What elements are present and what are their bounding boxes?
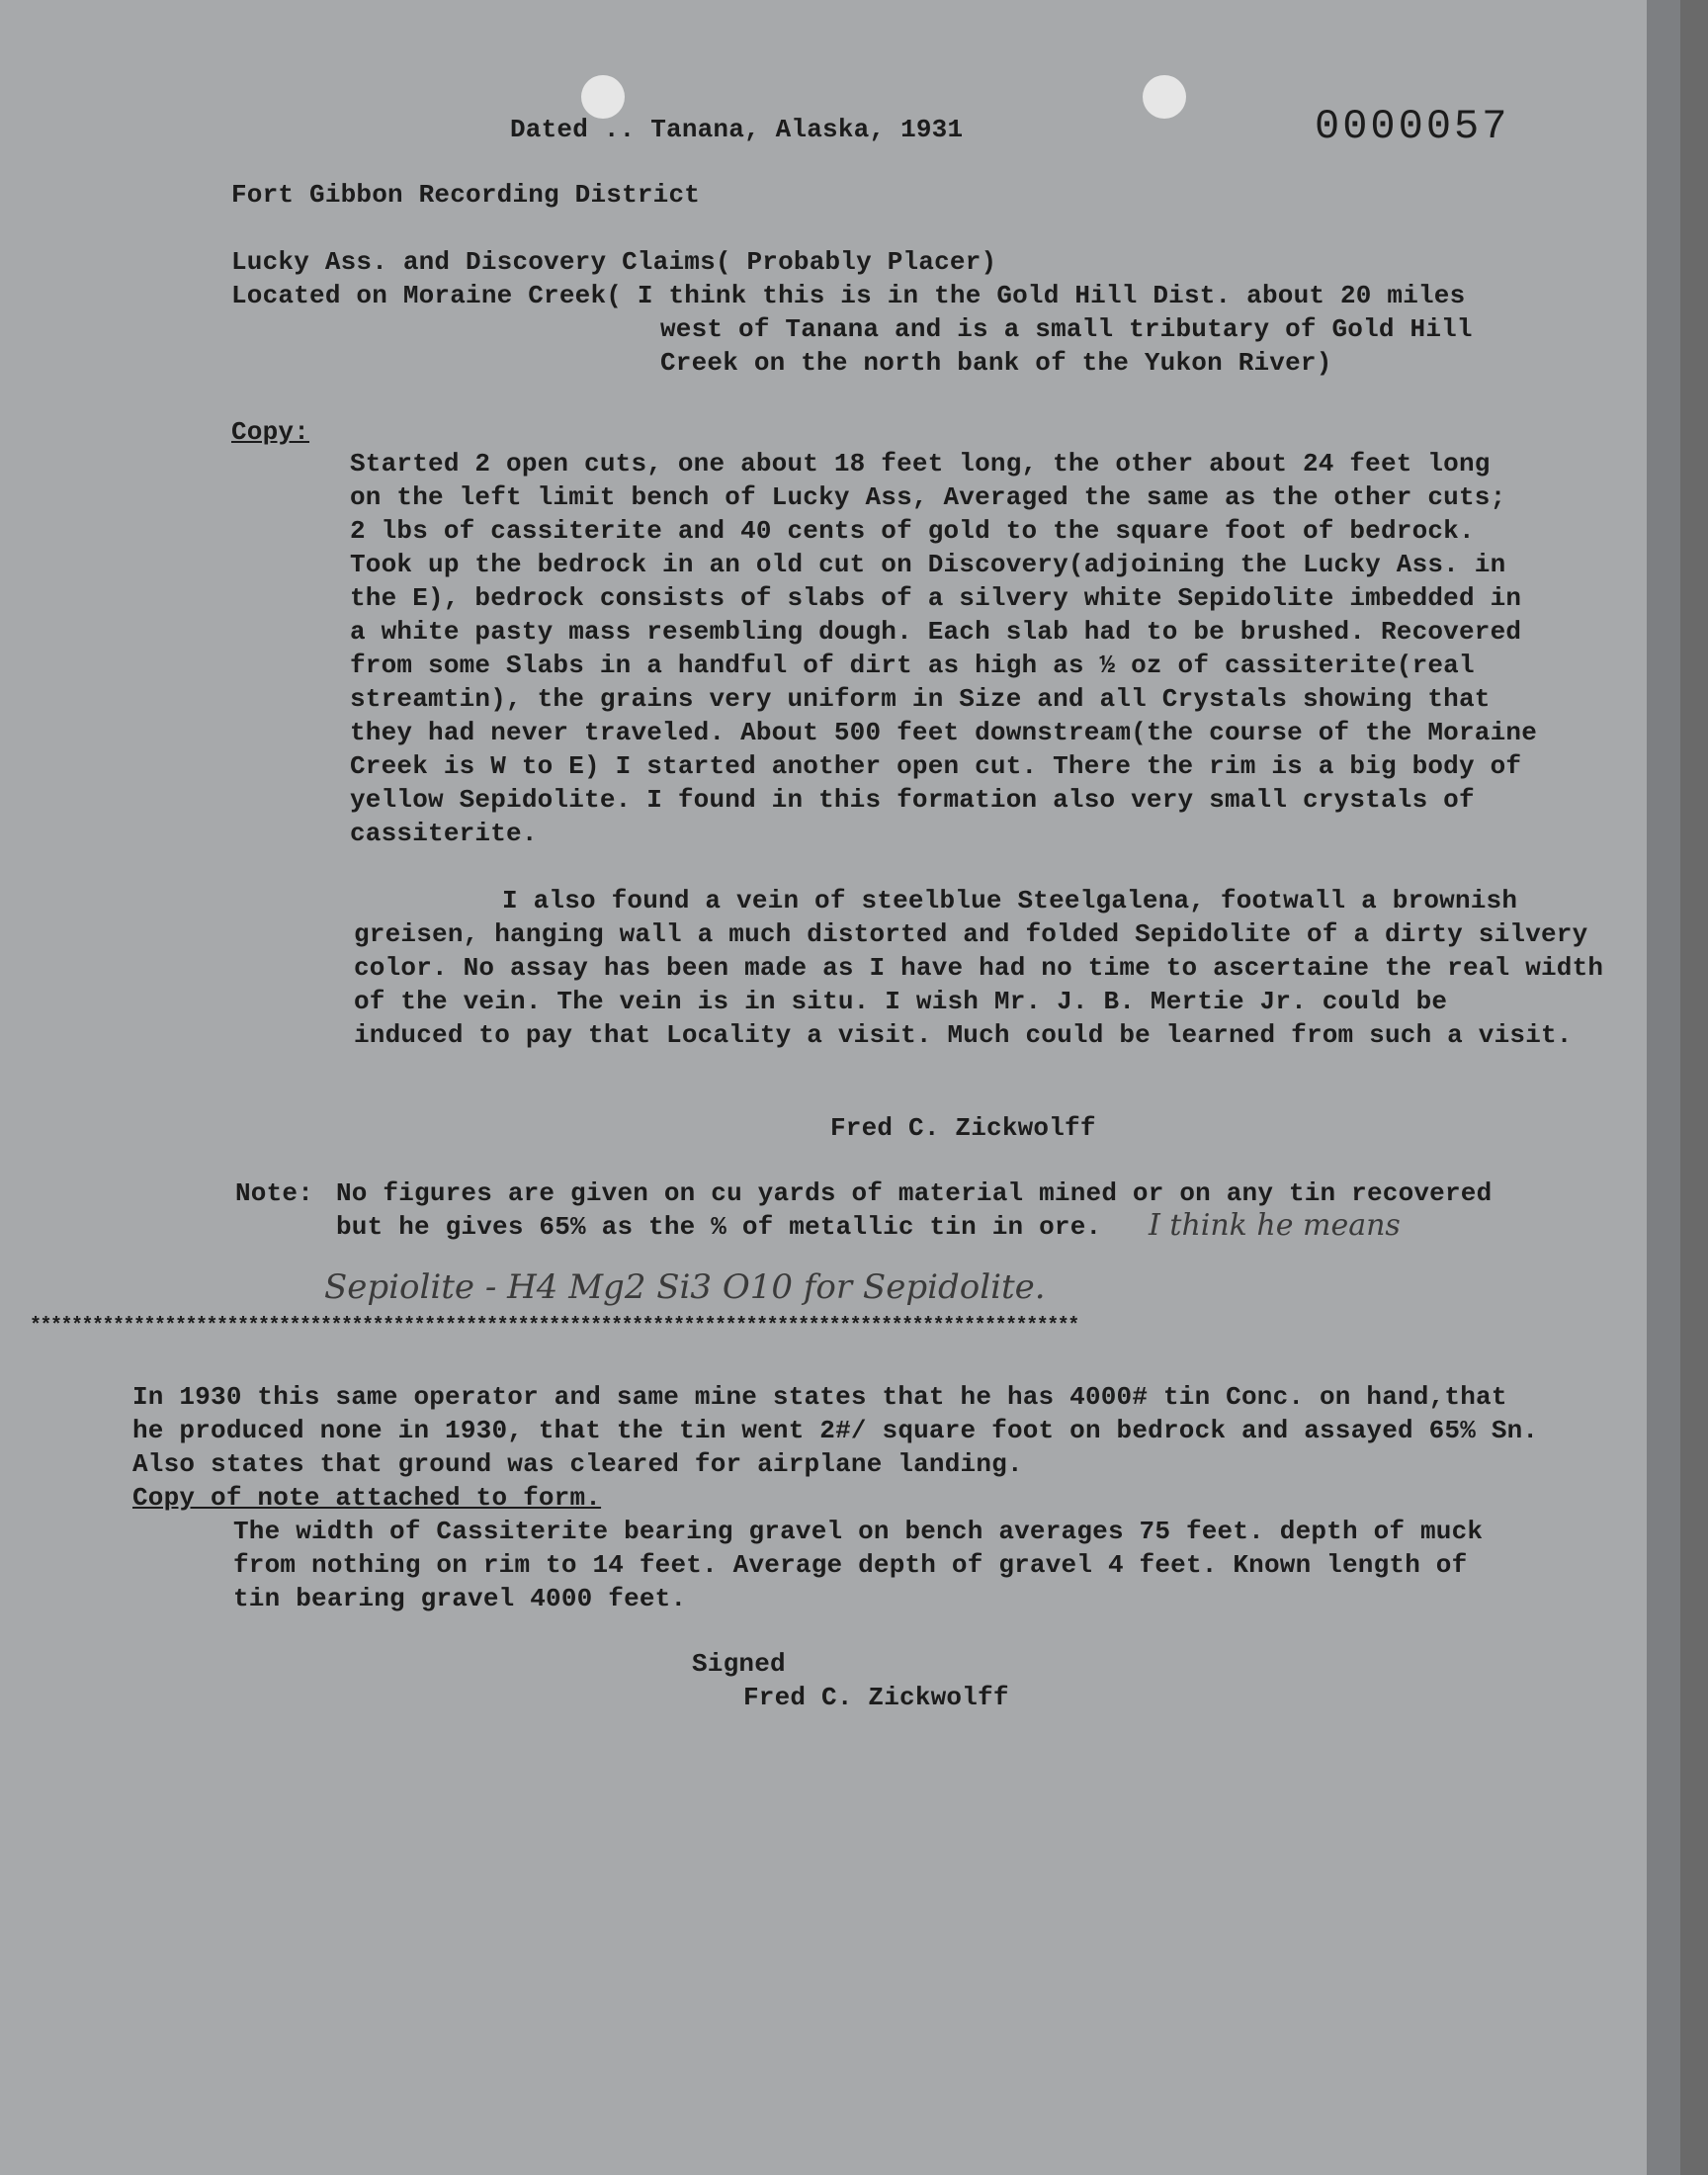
attached-line: tin bearing gravel 4000 feet. (233, 1584, 687, 1613)
signed-name: Fred C. Zickwolff (743, 1683, 1009, 1712)
location-line: Creek on the north bank of the Yukon River) (660, 348, 1332, 378)
copy-line: Took up the bedrock in an old cut on Discovery(adjoining the Lucky Ass. in (350, 550, 1506, 579)
serial-number: 0000057 (1315, 103, 1510, 150)
copy-line: Creek is W to E) I started another open cut. There the rim is a big body of (350, 751, 1522, 781)
copy-line: cassiterite. (350, 819, 538, 848)
copy-line: a white pasty mass resembling dough. Each slab had to be brushed. Recovered (350, 617, 1522, 647)
copy-line: the E), bedrock consists of slabs of a silvery white Sepidolite imbedded in (350, 583, 1522, 613)
dated-line: Dated .. Tanana, Alaska, 1931 (510, 115, 964, 144)
copy-line: they had never traveled. About 500 feet downstream(the course of the Moraine (350, 718, 1537, 747)
copy-line: of the vein. The vein is in situ. I wish Mr. J. B. Mertie Jr. could be (354, 987, 1448, 1016)
claims-line: Lucky Ass. and Discovery Claims( Probably Placer) (231, 247, 997, 277)
copy-line: yellow Sepidolite. I found in this formation also very small crystals of (350, 785, 1475, 815)
attached-note-label: Copy of note attached to form. (132, 1483, 602, 1513)
copy-line: greisen, hanging wall a much distorted and folded Sepidolite of a dirty silvery (354, 919, 1588, 949)
copy-line: from some Slabs in a handful of dirt as high as ½ oz of cassiterite(real (350, 651, 1475, 680)
handwritten-note: I think he means (1149, 1208, 1401, 1243)
copy-line: on the left limit bench of Lucky Ass, Averaged the same as the other cuts; (350, 482, 1506, 512)
location-line: Located on Moraine Creek( I think this is in the Gold Hill Dist. about 20 miles (231, 281, 1466, 310)
recording-district: Fort Gibbon Recording District (231, 180, 701, 210)
copy-line: I also found a vein of steelblue Steelgalena, footwall a brownish (502, 886, 1518, 915)
separator-line: ***************************************************************************************************** (30, 1315, 1078, 1338)
copy-line: color. No assay has been made as I have had no time to ascertaine the real width (354, 953, 1604, 983)
note-line: No figures are given on cu yards of material mined or on any tin recovered (336, 1178, 1493, 1208)
copy-label: Copy: (231, 417, 310, 447)
copy-line: Started 2 open cuts, one about 18 feet long, the other about 24 feet long (350, 449, 1491, 478)
copy-line: 2 lbs of cassiterite and 40 cents of gold to the square foot of bedrock. (350, 516, 1475, 546)
attached-line: The width of Cassiterite bearing gravel on bench averages 75 feet. depth of muck (233, 1517, 1484, 1546)
note-line: but he gives 65% as the % of metallic tin in ore. (336, 1212, 1102, 1242)
handwritten-note: Sepiolite - H4 Mg2 Si3 O10 for Sepidolite. (324, 1267, 1046, 1307)
attached-line: from nothing on rim to 14 feet. Average depth of gravel 4 feet. Known length of (233, 1550, 1468, 1580)
section-line: he produced none in 1930, that the tin went 2#/ square foot on bedrock and assayed 65% Sn. (132, 1416, 1539, 1445)
punch-hole-right (1143, 75, 1186, 119)
copy-line: induced to pay that Locality a visit. Much could be learned from such a visit. (354, 1020, 1573, 1050)
signed-label: Signed (692, 1649, 786, 1679)
location-line: west of Tanana and is a small tributary of Gold Hill (660, 314, 1473, 344)
note-label: Note: (235, 1178, 314, 1208)
section-line: In 1930 this same operator and same mine states that he has 4000# tin Conc. on hand,that (132, 1382, 1507, 1412)
section-line: Also states that ground was cleared for airplane landing. (132, 1449, 1023, 1479)
page-edge-shadow (1647, 0, 1680, 2175)
copy-line: streamtin), the grains very uniform in Size and all Crystals showing that (350, 684, 1491, 714)
copy-signature: Fred C. Zickwolff (830, 1113, 1096, 1143)
